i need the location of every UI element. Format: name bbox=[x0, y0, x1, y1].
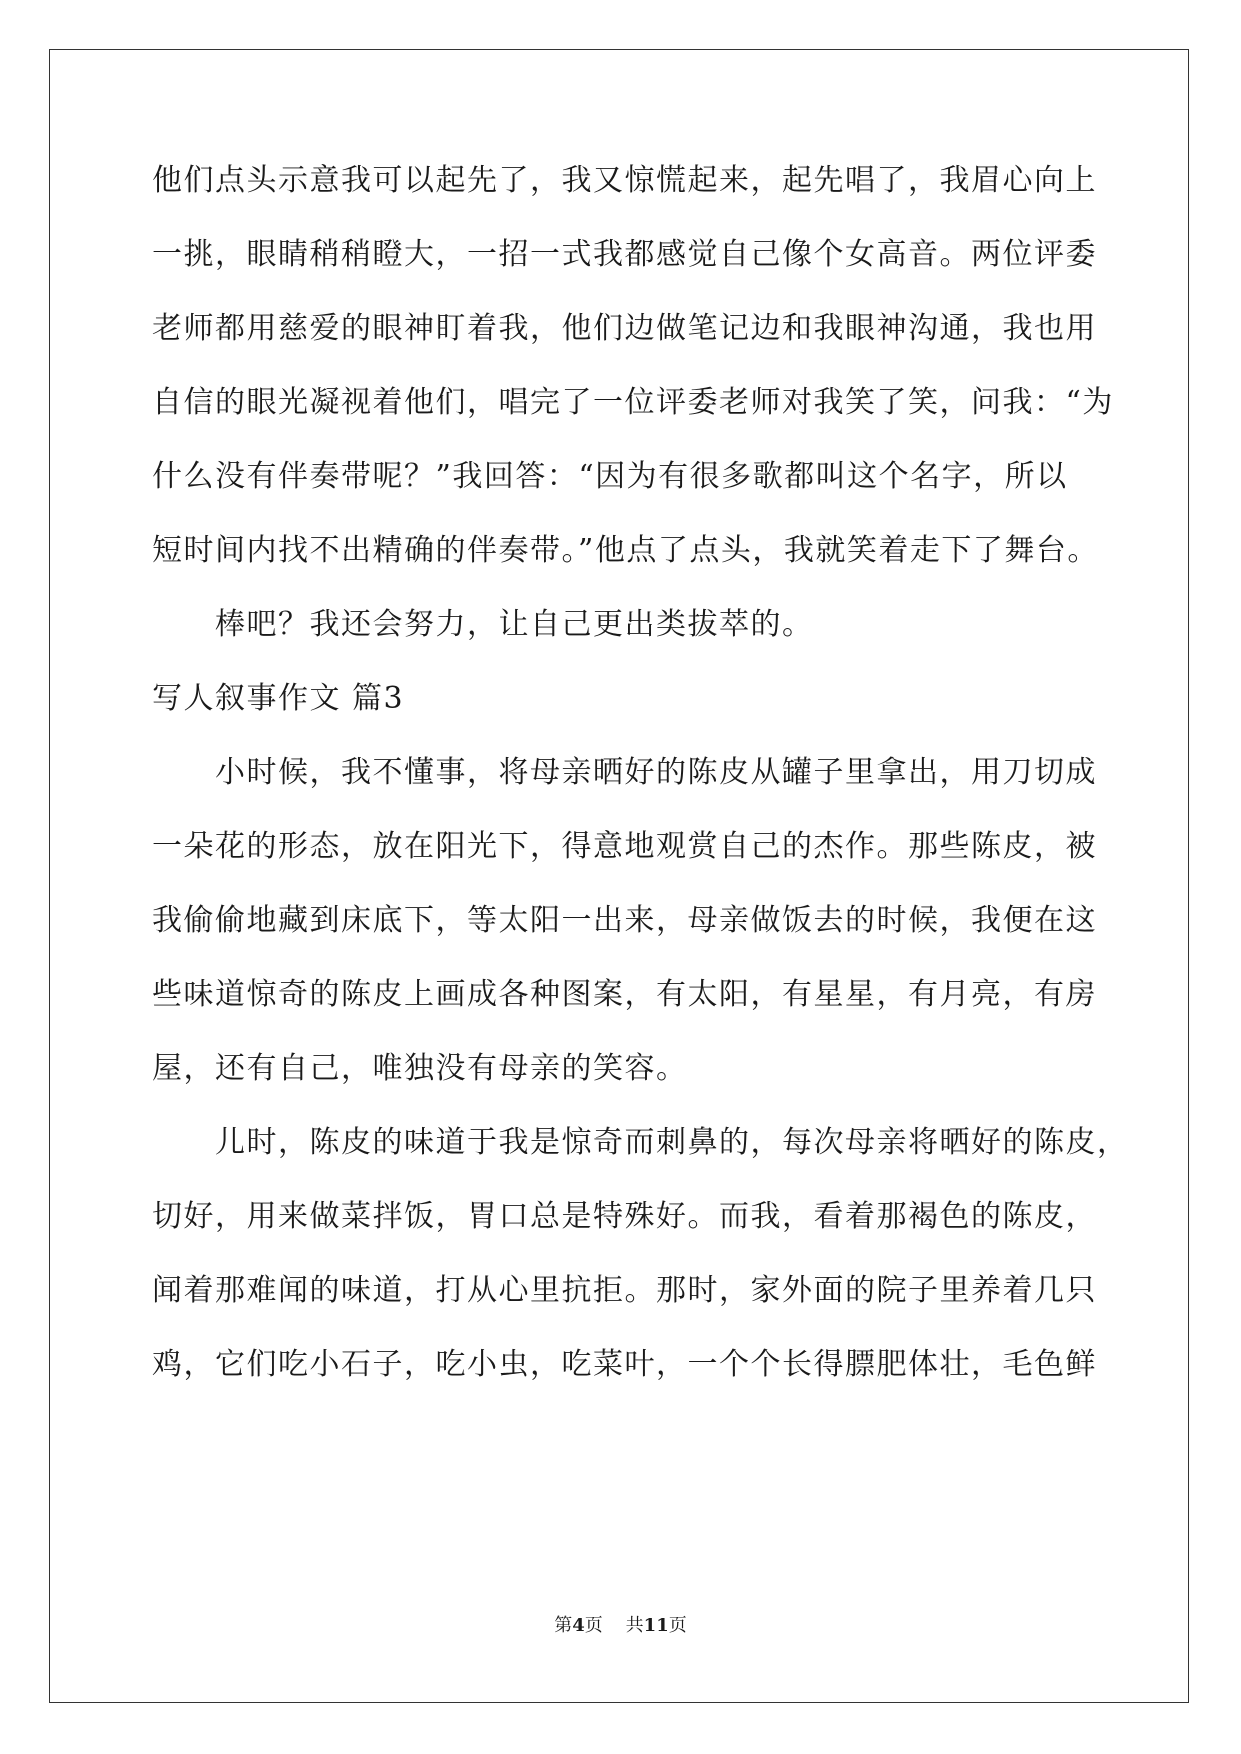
text-line-1: 他们点头示意我可以起先了，我又惊慌起来，起先唱了，我眉心向上 bbox=[152, 163, 1097, 198]
footer-total-suffix: 页 bbox=[668, 1615, 687, 1636]
text-line-10: 一朵花的形态，放在阳光下，得意地观赏自己的杰作。那些陈皮，被 bbox=[152, 829, 1097, 864]
footer-page-prefix: 第 bbox=[554, 1615, 573, 1636]
text-line-12: 些味道惊奇的陈皮上画成各种图案，有太阳，有星星，有月亮，有房 bbox=[152, 977, 1097, 1012]
section-heading: 写人叙事作文 篇3 bbox=[152, 681, 405, 716]
footer-page-suffix: 页 bbox=[584, 1615, 603, 1636]
text-line-13: 屋，还有自己，唯独没有母亲的笑容。 bbox=[152, 1051, 688, 1086]
footer-page-number: 4 bbox=[572, 1615, 585, 1636]
page-border bbox=[49, 49, 1189, 1703]
text-line-16: 闻着那难闻的味道，打从心里抗拒。那时，家外面的院子里养着几只 bbox=[152, 1273, 1097, 1308]
text-line-3: 老师都用慈爱的眼神盯着我，他们边做笔记边和我眼神沟通，我也用 bbox=[152, 311, 1097, 346]
text-line-4: 自信的眼光凝视着他们，唱完了一位评委老师对我笑了笑，问我：“为 bbox=[152, 385, 1114, 420]
text-line-11: 我偷偷地藏到床底下，等太阳一出来，母亲做饭去的时候，我便在这 bbox=[152, 903, 1097, 938]
text-line-6: 短时间内找不出精确的伴奏带。”他点了点头，我就笑着走下了舞台。 bbox=[152, 533, 1099, 568]
text-line-17: 鸡，它们吃小石子，吃小虫，吃菜叶，一个个长得膘肥体壮，毛色鲜 bbox=[152, 1347, 1097, 1382]
footer-total-number: 11 bbox=[643, 1615, 669, 1636]
page-footer bbox=[0, 1614, 1241, 1638]
text-line-7: 棒吧？我还会努力，让自己更出类拔萃的。 bbox=[152, 607, 814, 642]
text-line-5: 什么没有伴奏带呢？”我回答：“因为有很多歌都叫这个名字，所以 bbox=[152, 459, 1068, 494]
footer-total-prefix: 共 bbox=[625, 1615, 644, 1636]
text-line-15: 切好，用来做菜拌饭，胃口总是特殊好。而我，看着那褐色的陈皮， bbox=[152, 1199, 1097, 1234]
text-line-9: 小时候，我不懂事，将母亲晒好的陈皮从罐子里拿出，用刀切成 bbox=[152, 755, 1097, 790]
text-line-2: 一挑，眼睛稍稍瞪大，一招一式我都感觉自己像个女高音。两位评委 bbox=[152, 237, 1097, 272]
text-line-14: 儿时，陈皮的味道于我是惊奇而刺鼻的，每次母亲将晒好的陈皮， bbox=[152, 1125, 1129, 1160]
